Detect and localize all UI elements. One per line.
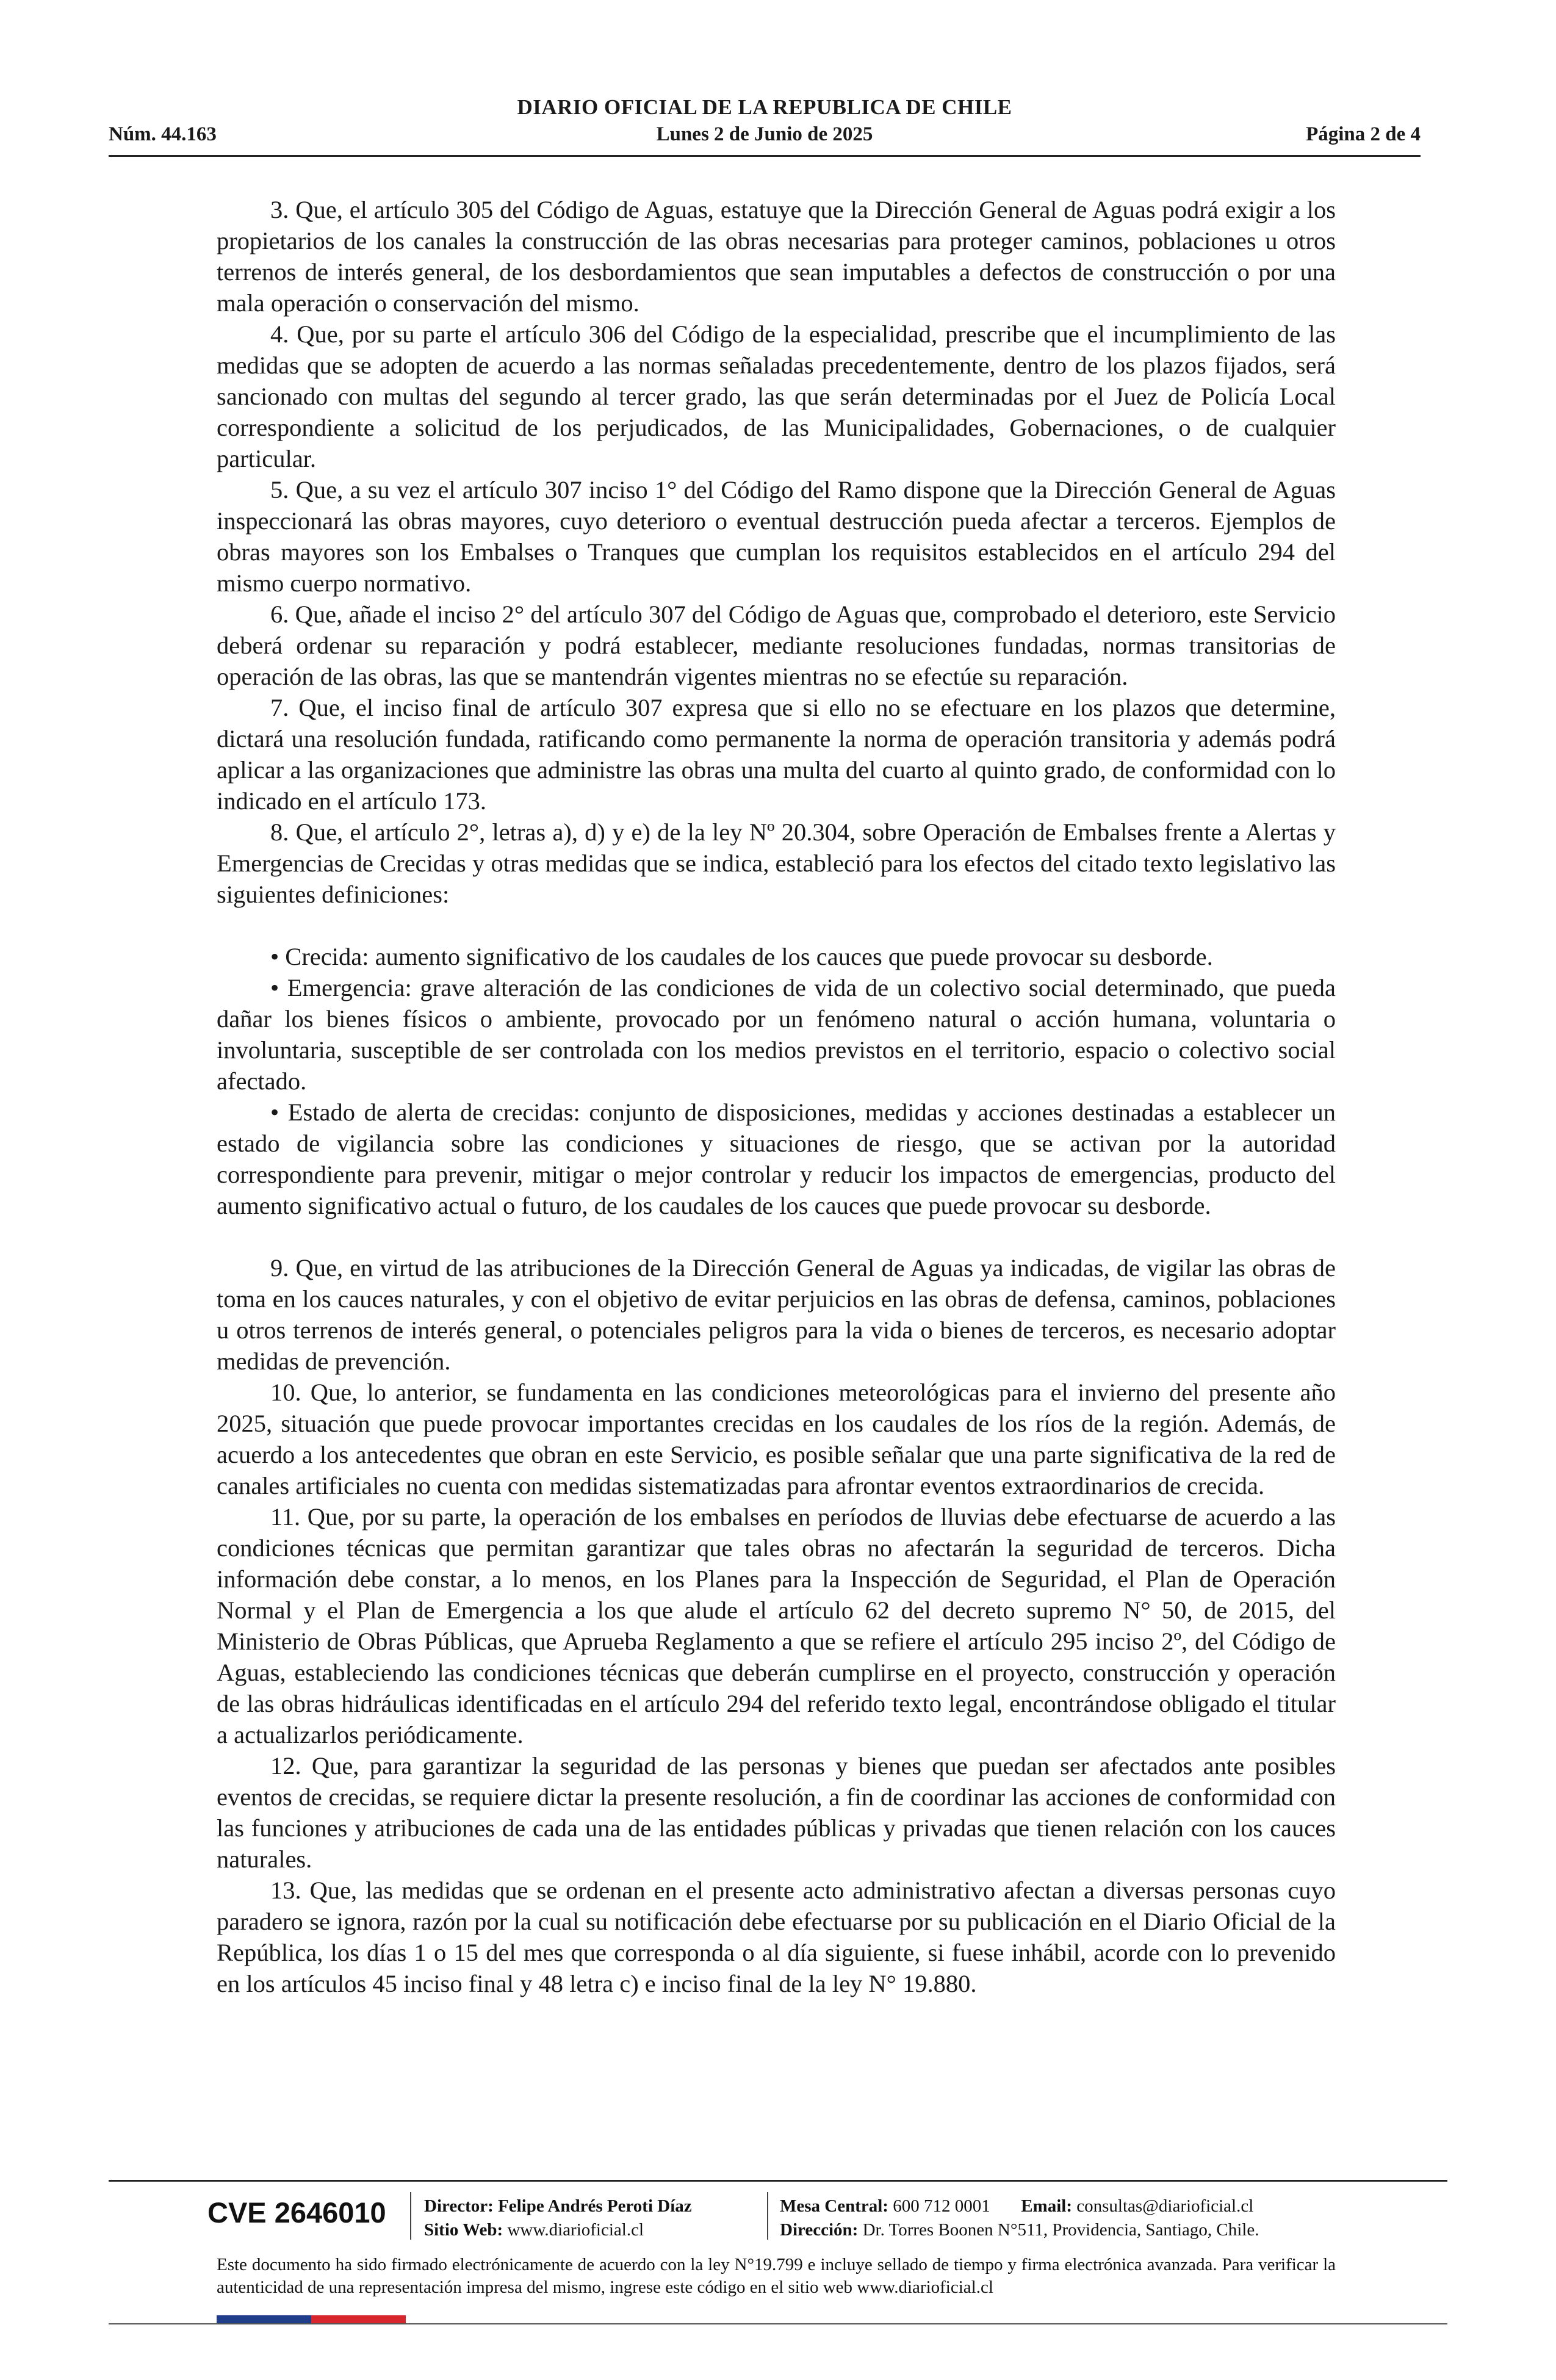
footer-contact-block <box>780 2194 1259 2242</box>
flag-bar-red <box>311 2315 406 2324</box>
issue-date: Lunes 2 de Junio de 2025 <box>656 123 873 145</box>
email-link[interactable]: consultas@diarioficial.cl <box>1076 2196 1254 2216</box>
document-body <box>217 194 1336 1999</box>
paragraph-10: 10. Que, lo anterior, se fundamenta en las condiciones meteorológicas para el invierno del presente año 2025, situación que puede provocar importantes crecidas en los caudales de los ríos de la región. Además, de acuerdo a los antecedentes que obran en este Servicio, es posible señalar que una parte significativa de la red de canales artificiales no cuenta con medidas sistematizadas para afrontar eventos extraordinarios de crecida. <box>217 1379 1336 1499</box>
director-name: Felipe Andrés Peroti Díaz <box>498 2196 692 2216</box>
header-divider <box>109 155 1421 157</box>
address-label: Dirección: <box>780 2220 859 2240</box>
address-text: Dr. Torres Boonen N°511, Providencia, Santiago, Chile. <box>862 2220 1259 2240</box>
footer-divider-bottom <box>109 2323 1447 2324</box>
paragraph-8: 8. Que, el artículo 2°, letras a), d) y e) de la ley Nº 20.304, sobre Operación de Embalses frente a Alertas y Emergencias de Crecidas y otras medidas que se indica, estableció para los efectos del citado texto legislativo las siguientes definiciones: <box>217 818 1336 908</box>
paragraph-5: 5. Que, a su vez el artículo 307 inciso 1° del Código del Ramo dispone que la Dirección General de Aguas inspeccionará las obras mayores, cuyo deterioro o eventual destrucción pueda afectar a terceros. Ejemplos de obras mayores son los Embalses o Tranques que cumplan los requisitos establecidos en el artículo 294 del mismo cuerpo normativo. <box>217 476 1336 597</box>
paragraph-6: 6. Que, añade el inciso 2° del artículo 307 del Código de Aguas que, comprobado el deterioro, este Servicio deberá ordenar su reparación y podrá establecer, mediante resoluciones fundadas, normas transitorias de operación de las obras, las que se mantendrán vigentes mientras no se efectúe su reparación. <box>217 600 1336 690</box>
footer-divider-top <box>109 2180 1447 2182</box>
paragraph-13: 13. Que, las medidas que se ordenan en el presente acto administrativo afectan a diversas personas cuyo paradero se ignora, razón por la cual su notificación debe efectuarse por su publicación en el Diario Oficial de la República, los días 1 o 15 del mes que corresponda o al día siguiente, si fuese inhábil, acorde con lo prevenido en los artículos 45 inciso final y 48 letra c) e inciso final de la ley N° 19.880. <box>217 1877 1336 1997</box>
flag-bar-blue <box>217 2315 311 2324</box>
paragraph-7: 7. Que, el inciso final de artículo 307 expresa que si ello no se efectuare en los plazos que determine, dictará una resolución fundada, ratificando como permanente la norma de operación transitoria y además podrá aplicar a las organizaciones que administre las obras una multa del cuarto al quinto grado, de conformidad con lo indicado en el artículo 173. <box>217 694 1336 815</box>
paragraph-3: 3. Que, el artículo 305 del Código de Aguas, estatuye que la Dirección General de Aguas podrá exigir a los propietarios de los canales la construcción de las obras necesarias para proteger caminos, poblaciones u otros terrenos de interés general, de los desbordamientos que sean imputables a defectos de construcción o por una mala operación o conservación del mismo. <box>217 196 1336 317</box>
electronic-signature-note: Este documento ha sido firmado electrónicamente de acuerdo con la ley N°19.799 e incluye sellado de tiempo y firma electrónica avanzada. Para verificar la autenticidad de una representación impresa del mismo, ingrese este código en el sitio web www.diarioficial.cl <box>217 2255 1336 2297</box>
page-number: Página 2 de 4 <box>1306 123 1421 145</box>
phone-label: Mesa Central: <box>780 2196 888 2216</box>
page-header <box>109 92 1421 159</box>
footer-separator <box>767 2192 768 2240</box>
footer-separator <box>410 2192 411 2240</box>
director-label: Director: <box>424 2196 494 2216</box>
flag-color-bar <box>217 2315 406 2324</box>
paragraph-11: 11. Que, por su parte, la operación de los embalses en períodos de lluvias debe efectuarse de acuerdo a las condiciones técnicas que permitan garantizar que tales obras no afectarán la seguridad de terceros. Dicha información debe constar, a lo menos, en los Planes para la Inspección de Seguridad, el Plan de Operación Normal y el Plan de Emergencia a los que alude el artículo 62 del decreto supremo N° 50, de 2015, del Ministerio de Obras Públicas, que Aprueba Reglamento a que se refiere el artículo 295 inciso 2º, del Código de Aguas, estableciendo las condiciones técnicas que deberán cumplirse en el proyecto, construcción y operación de las obras hidráulicas identificadas en el artículo 294 del referido texto legal, encontrándose obligado el titular a actualizarlos periódicamente. <box>217 1503 1336 1748</box>
website-label: Sitio Web: <box>424 2220 503 2240</box>
paragraph-4: 4. Que, por su parte el artículo 306 del Código de la especialidad, prescribe que el incumplimiento de las medidas que se adopten de acuerdo a las normas señaladas precedentemente, dentro de los plazos fijados, será sancionado con multas del segundo al tercer grado, las que serán determinadas por el Juez de Policía Local correspondiente a solicitud de los perjudicados, de las Municipalidades, Gobernaciones, o de cualquier particular. <box>217 320 1336 472</box>
definition-estado-alerta: • Estado de alerta de crecidas: conjunto de disposiciones, medidas y acciones destinadas a establecer un estado de vigilancia sobre las condiciones y situaciones de riesgo, que se activan por la autoridad correspondiente para prevenir, mitigar o mejor controlar y reducir los impactos de emergencias, producto del aumento significativo actual o futuro, de los caudales de los cauces que puede provocar su desborde. <box>217 1098 1336 1219</box>
website-link[interactable]: www.diarioficial.cl <box>507 2220 644 2240</box>
paragraph-12: 12. Que, para garantizar la seguridad de las personas y bienes que puedan ser afectados ante posibles eventos de crecidas, se requiere dictar la presente resolución, a fin de coordinar las acciones de conformidad con las funciones y atribuciones de cada una de las entidades públicas y privadas que tienen relación con los cauces naturales. <box>217 1752 1336 1873</box>
issue-number: Núm. 44.163 <box>109 123 217 145</box>
publication-title: DIARIO OFICIAL DE LA REPUBLICA DE CHILE <box>517 95 1012 119</box>
cve-code: CVE 2646010 <box>207 2196 386 2229</box>
phone-number: 600 712 0001 <box>893 2196 990 2216</box>
definition-crecida: • Crecida: aumento significativo de los caudales de los cauces que puede provocar su desborde. <box>270 943 1213 970</box>
paragraph-9: 9. Que, en virtud de las atribuciones de la Dirección General de Aguas ya indicadas, de vigilar las obras de toma en los cauces naturales, y con el objetivo de evitar perjuicios en las obras de defensa, caminos, poblaciones u otros terrenos de interés general, o potenciales peligros para la vida o bienes de terceros, es necesario adoptar medidas de prevención. <box>217 1254 1336 1375</box>
definition-emergencia: • Emergencia: grave alteración de las condiciones de vida de un colectivo social determinado, que pueda dañar los bienes físicos o ambiente, provocado por un fenómeno natural o acción humana, voluntaria o involuntaria, susceptible de ser controlada con los medios previstos en el territorio, espacio o colectivo social afectado. <box>217 974 1336 1095</box>
email-label: Email: <box>1021 2196 1072 2216</box>
footer-director-block <box>424 2194 692 2242</box>
